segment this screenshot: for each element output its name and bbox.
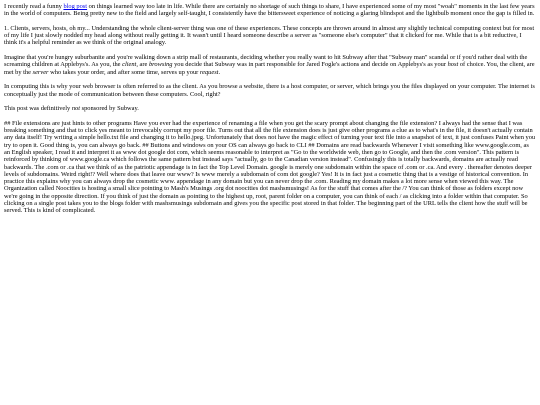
intro-text-start: I recently read a funny: [4, 3, 64, 10]
emphasis-not: not: [71, 105, 80, 113]
sponsor-text: This post was definitively: [4, 105, 72, 113]
paragraph-clients-servers: 1. Clients, servers, hosts, oh my... Understanding the whole client-server thing was one of these experiences. These concepts are thrown around in almost any slightly technical computing context but for most of my life I just slowly nodded my head along without really getting it. It wasn't until I heard someone describe a server as "someone else's computer" that it clicked for me. While that is a bit reductive, I think it's a helpful reminder as we think of the original analogy.: [4, 24, 535, 47]
intro-text-end: on things learned way too late in life. While there are certainly no shortage of such things to share, I have experienced some of my most "woah" moments in the last few years in the world of computers. Being pretty new to the field and largely self-taught, I consistently have the bittersweet experience of noticing a glaring blindspot and the lightbulb moment once the gap is filled in.: [4, 3, 535, 18]
analogy-text: , are: [136, 61, 149, 69]
analogy-text: Imagine that you're hungry suburbanite and you're walking down a strip mall of restaurants, deciding whether you really want to hit Subway after that "Subway man" scandal or if you'd rather deal with the screaming children at Applebys's. As you, the: [4, 54, 528, 69]
paragraph-sponsorship: [4, 105, 536, 112]
emphasis-client: client: [122, 61, 137, 69]
paragraph-web-browser: In computing this is why your web browser is often referred to as the client. As you browse a website, there is a host computer, or server, which brings you the files displayed on your computer. The internet is conceptually just the mode of communication between these computers. Cool, right?: [4, 83, 535, 98]
paragraph-file-extensions-domains: ## File extensions are just hints to other programs Have you ever had the experience of renaming a file when you get the scary prompt about changing the file extension? I always had the sense that I was breaking something and that to click yes meant to irrevocably corrupt my poor file. Turns out that all the file extension does is just give other programs a clue as to what's in the file, it doesn't actually contain any data itself! Try writing a simple hello.txt file and changing it to hello.jpeg. Unfortunately that does not have the magic effect of turning your text file into a snapshot of text, it just confuses Paint when you try to open it. Good thing is, you can always go back. ## Buttons and windows on your OS can always go back to CLI ## Domains are read backwards Whenever I visit something like www.google.com, as an English speaker, I read it and interpret it as www dot google dot com, which seems reasonable to interpret as "Go to the worldwide web, then go to Google, and then the .com version". This pattern is reinforced by thinking of www.google.ca which follows the same pattern but instead says "actually, go to the Canadian version instead". Confusingly this is totally backwards, domains are actually read backwards. The .com or .ca that we think of as the patriotic appendage is in fact the Top Level Domain. google is merely one subdomain within the space of .com or .ca. And every . thereafter denotes deeper levels of subdomains. Weird right!? Well where does that leave our www? Is www merely a subdomain of com dot google? Yes! It is in fact just a cosmetic thing that is a vestige of historical convention. In practice this explains why you can always drop the cosmetic www. appendage in any domain but you can never drop the .com. Reading my domain makes a lot more sense when viewed this way. The Organization called Noocities is hosting a small slice pointing to Mash's Musings .org dot noocities dot mashsmusings! As for the stuff that comes after the /? You can think of those as folders except now we're going in the opposite direction. If you think of just the domain as pointing to the highest up, root, parent folder on a computer, you can think of each / as clicking into a folder within that computer. So clicking on a single post takes you to the blogs folder with mashsmusings subdomain and gives you the specific post stored in that folder. The beginning part of the URL tells the client how the stuff will be served. This is kind of complicated.: [4, 119, 536, 215]
paragraph-intro: [4, 3, 536, 18]
emphasis-request: request: [199, 68, 219, 76]
analogy-text: you decide that Subway was in part responsible for Jared Fogle's actions and decide on Applebys's as your: [172, 61, 448, 69]
analogy-text: who takes your order, and after some time, serves up your: [48, 68, 200, 76]
sponsor-text: sponsored by Subway.: [79, 105, 139, 113]
emphasis-server: server: [32, 68, 49, 76]
emphasis-host: host: [447, 61, 459, 69]
analogy-text: of choice. You, the client, are met by the: [4, 61, 535, 76]
analogy-text: .: [218, 68, 221, 76]
blog-post-link[interactable]: blog post: [63, 3, 88, 10]
paragraph-subway-analogy: [4, 54, 536, 76]
emphasis-browsing: browsing: [148, 61, 173, 69]
